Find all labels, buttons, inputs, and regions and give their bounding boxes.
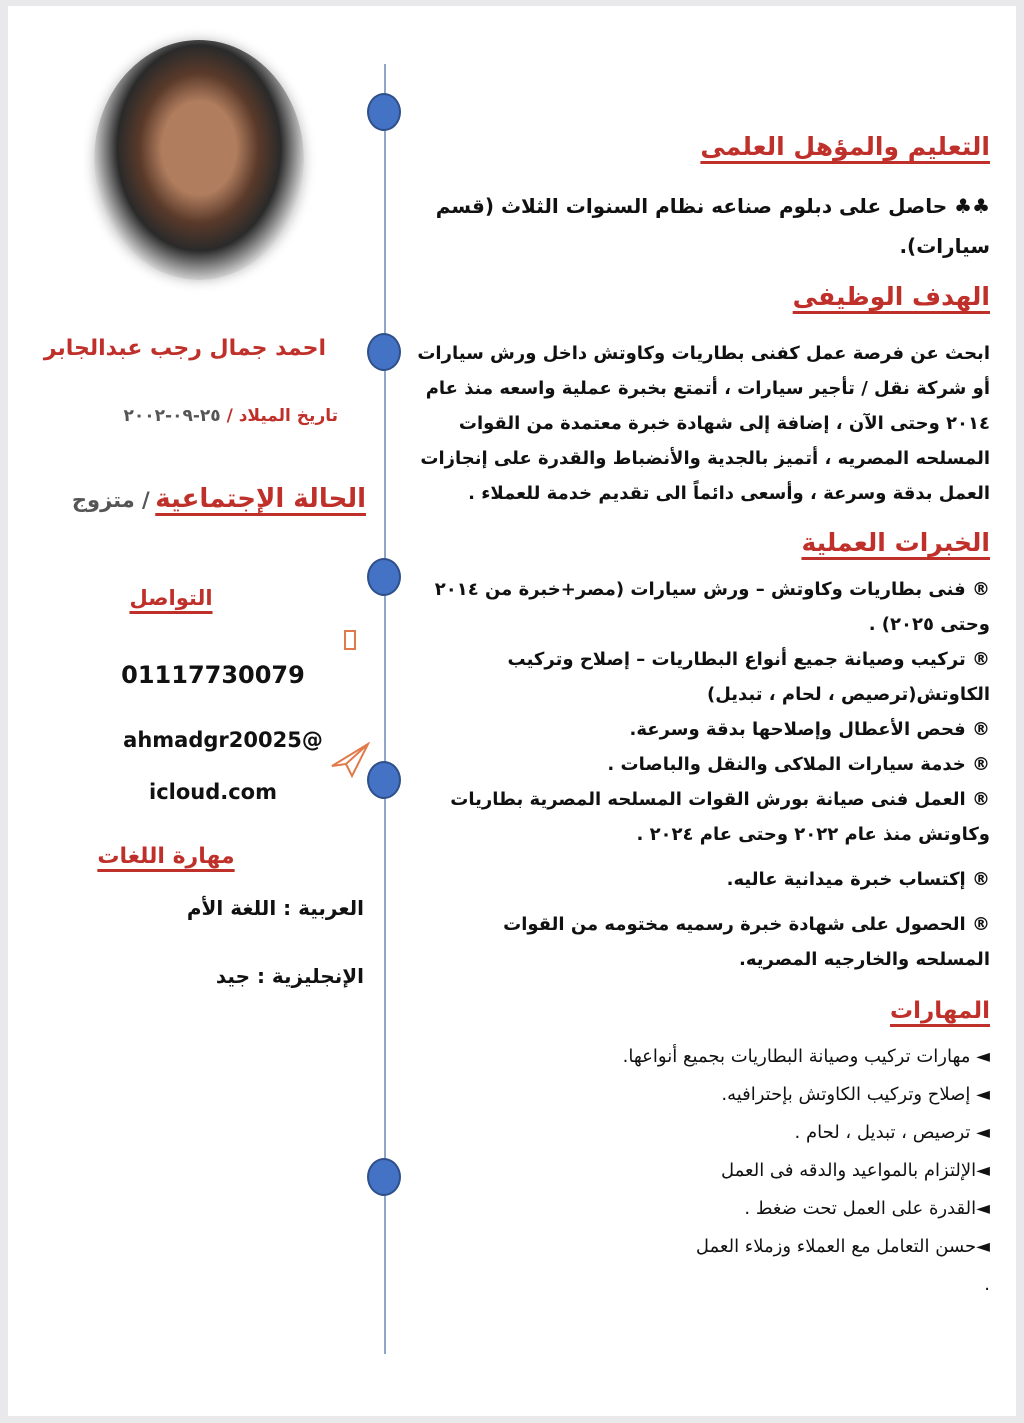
skill-item	[430, 1228, 990, 1266]
birth-label: تاريخ الميلاد /	[226, 406, 338, 426]
languages-heading: مهارة اللغات	[97, 844, 235, 869]
timeline-dot	[367, 761, 401, 799]
skills-list	[430, 1038, 990, 1304]
objective-text: ابحث عن فرصة عمل كفنى بطاريات وكاوتش داخل ورش سيارات أو شركة نقل / تأجير سيارات ، أتمتع بخبرة عملية واسعه منذ عام ٢٠١٤ وحتى الآن ، إضافة إلى شهادة خبرة معتمدة من القوات المسلحه المصريه ، أتميز بالجدية والأنضباط والقدرة على إنجازات العمل بدقة وسرعة ، وأسعى دائماً الى تقديم خدمة للعملاء .	[417, 343, 990, 504]
education-heading: التعليم والمؤهل العلمى	[700, 132, 990, 161]
profile-photo	[94, 40, 304, 280]
phone-number[interactable]: 01117730079	[121, 661, 305, 689]
marital-label: الحالة الإجتماعية	[155, 484, 366, 514]
email-line-2[interactable]: icloud.com	[149, 780, 277, 804]
experience-text: فنى بطاريات وكاوتش – ورش سيارات (مصر+خبرة من ٢٠١٤ وحتى ٢٠٢٥) .	[434, 579, 990, 635]
registered-bullet-icon: ®	[972, 754, 990, 775]
skill-trailing: .	[984, 1274, 990, 1295]
email-line-1[interactable]: ahmadgr20025@	[123, 728, 323, 752]
education-text	[430, 186, 990, 266]
registered-bullet-icon: ®	[972, 914, 990, 935]
arrow-bullet-icon: ◄	[976, 1236, 990, 1257]
experience-item	[430, 862, 990, 897]
skill-item	[430, 1114, 990, 1152]
language-item: العربية : اللغة الأم	[186, 896, 364, 920]
arrow-bullet-icon: ◄	[976, 1084, 990, 1105]
registered-bullet-icon: ®	[972, 649, 990, 670]
experience-text: الحصول على شهادة خبرة رسميه مختومه من القوات المسلحه والخارجيه المصريه.	[503, 914, 990, 970]
birth-date	[18, 406, 338, 426]
experience-text: العمل فنى صيانة بورش القوات المسلحه المصرية بطاريات وكاوتش منذ عام ٢٠٢٢ وحتى عام ٢٠٢٤ .	[450, 789, 990, 845]
cv-page	[8, 6, 1016, 1416]
send-icon	[330, 742, 370, 778]
timeline-dot	[367, 558, 401, 596]
timeline-dot	[367, 333, 401, 371]
experience-item	[430, 747, 990, 782]
skill-text: حسن التعامل مع العملاء وزملاء العمل	[695, 1236, 977, 1257]
timeline-dot	[367, 93, 401, 131]
birth-value: ٢٥-٠٩-٢٠٠٢	[123, 406, 221, 426]
experience-item	[430, 712, 990, 747]
skill-text: إصلاح وتركيب الكاوتش بإحترافيه.	[721, 1084, 971, 1105]
experience-heading: الخبرات العملية	[801, 528, 990, 557]
timeline-dot	[367, 1158, 401, 1196]
marital-value: / متزوج	[71, 488, 150, 512]
skill-item	[430, 1152, 990, 1190]
phone-icon	[344, 630, 356, 650]
club-bullet-icon: ♣♣	[954, 194, 990, 218]
experience-item	[430, 572, 990, 642]
experience-text: خدمة سيارات الملاكى والنقل والباصات .	[607, 754, 966, 775]
arrow-bullet-icon: ◄	[976, 1198, 990, 1219]
experience-item	[430, 782, 990, 852]
registered-bullet-icon: ®	[972, 579, 990, 600]
registered-bullet-icon: ®	[972, 719, 990, 740]
arrow-bullet-icon: ◄	[976, 1046, 990, 1067]
skill-item	[430, 1190, 990, 1228]
education-body: حاصل على دبلوم صناعه نظام السنوات الثلاث (قسم سيارات).	[435, 194, 990, 258]
full-name: احمد جمال رجب عبدالجابر	[43, 336, 326, 361]
experience-list	[430, 572, 990, 977]
skill-text: مهارات تركيب وصيانة البطاريات بجميع أنواعها.	[622, 1046, 971, 1067]
experience-text: إكتساب خبرة ميدانية عاليه.	[726, 869, 966, 890]
arrow-bullet-icon: ◄	[976, 1160, 990, 1181]
skill-text: الإلتزام بالمواعيد والدقه فى العمل	[721, 1160, 977, 1181]
skill-text: القدرة على العمل تحت ضغط .	[744, 1198, 977, 1219]
contact-heading: التواصل	[129, 586, 213, 610]
experience-text: فحص الأعطال وإصلاحها بدقة وسرعة.	[629, 719, 966, 740]
registered-bullet-icon: ®	[972, 789, 990, 810]
skill-item	[430, 1038, 990, 1076]
objective-heading: الهدف الوظيفى	[792, 282, 990, 311]
skill-text: ترصيص ، تبديل ، لحام .	[794, 1122, 971, 1143]
marital-status	[26, 484, 366, 514]
experience-item	[430, 642, 990, 712]
experience-item	[430, 907, 990, 977]
experience-text: تركيب وصيانة جميع أنواع البطاريات – إصلاح وتركيب الكاوتش(ترصيص ، لحام ، تبديل)	[507, 649, 990, 705]
language-item: الإنجليزية : جيد	[215, 964, 364, 988]
skill-item	[430, 1076, 990, 1114]
arrow-bullet-icon: ◄	[976, 1122, 990, 1143]
registered-bullet-icon: ®	[972, 869, 990, 890]
skills-heading: المهارات	[890, 998, 990, 1024]
